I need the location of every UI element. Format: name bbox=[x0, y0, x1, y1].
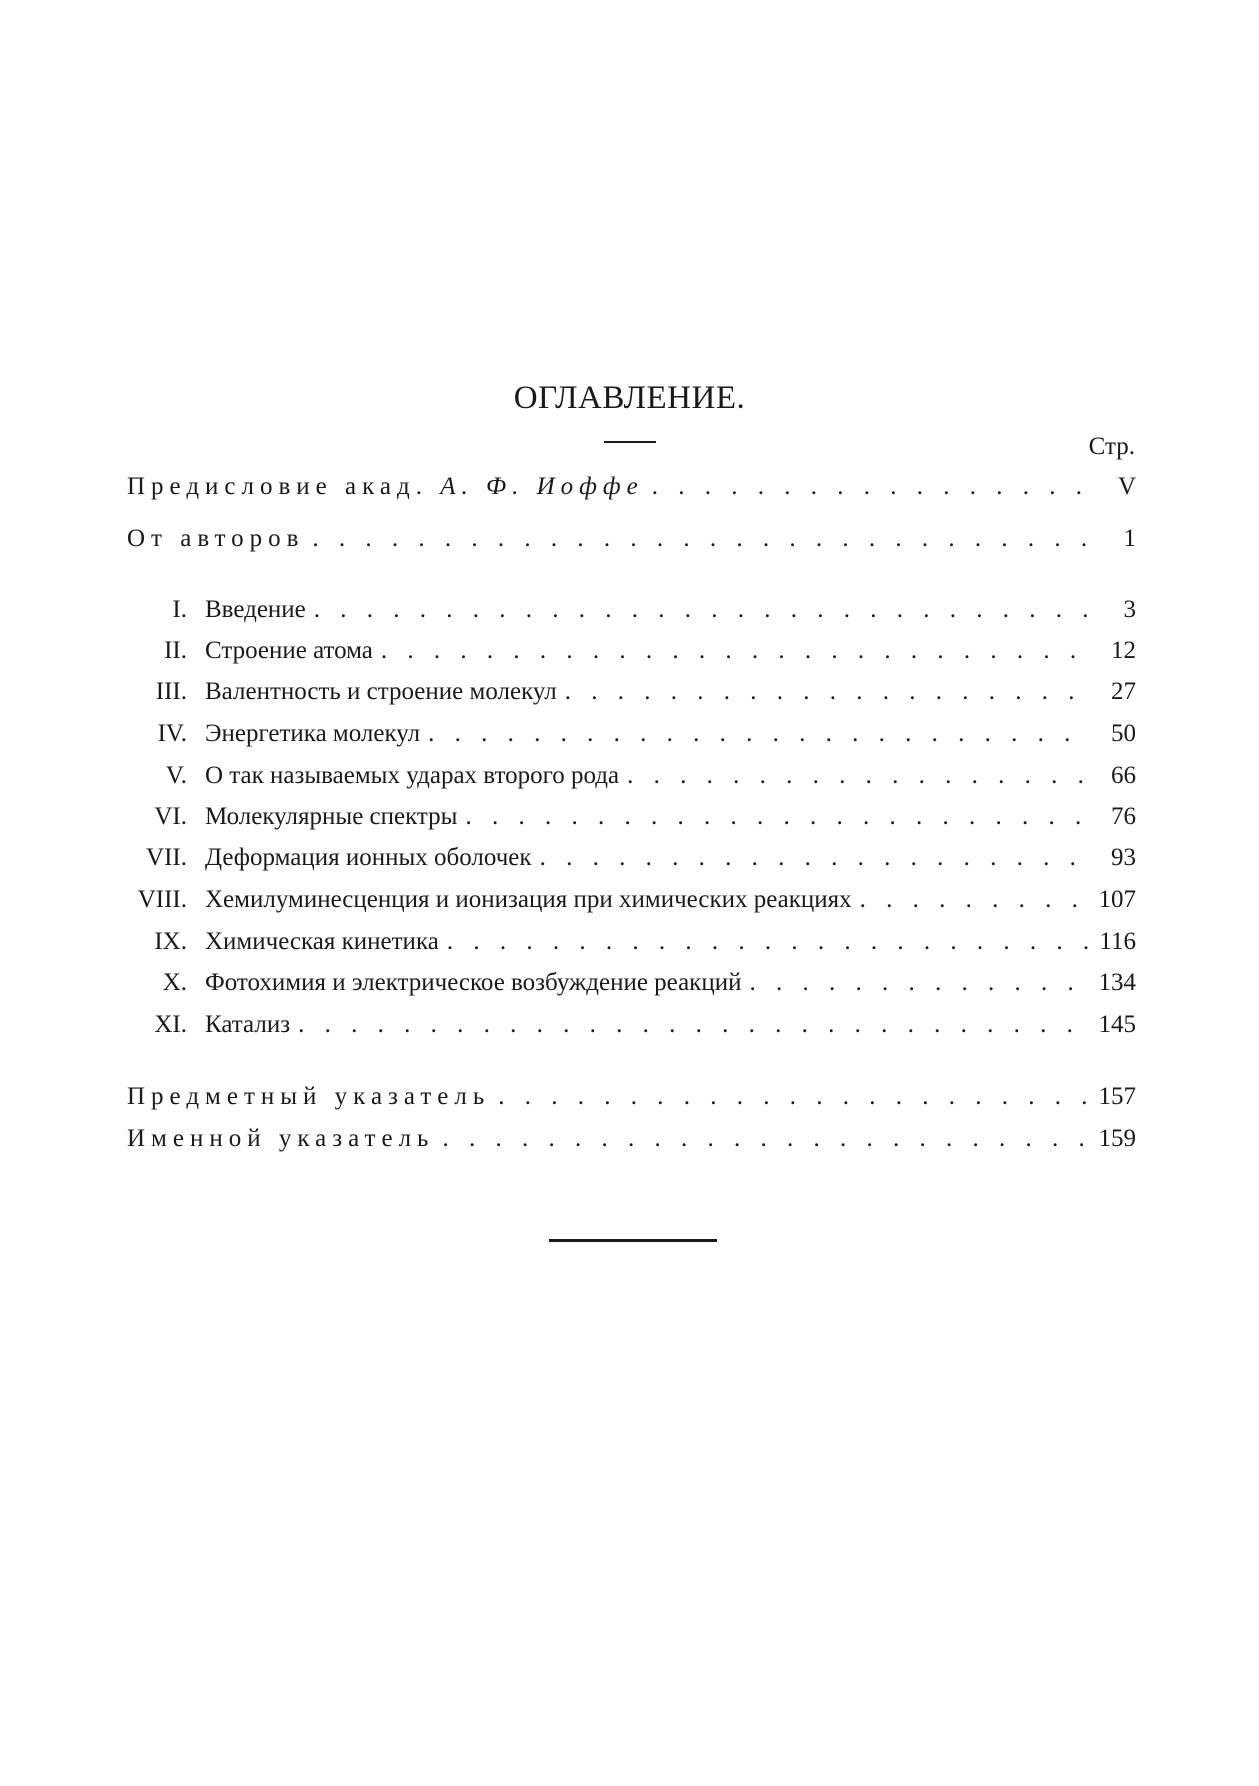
chapter-number: IV. bbox=[157, 720, 187, 747]
toc-entry-label: Предисловие акад. А. Ф. Иоффе bbox=[127, 473, 644, 500]
toc-entry-page: 1 bbox=[1123, 525, 1136, 552]
chapter-title: Химическая кинетика bbox=[205, 928, 439, 955]
chapter-page: 145 bbox=[1098, 1011, 1136, 1038]
chapter-page: 134 bbox=[1098, 969, 1136, 996]
dot-leader bbox=[314, 593, 1088, 627]
chapter-title: О так называемых ударах второго рода bbox=[205, 762, 620, 789]
chapter-page: 66 bbox=[1111, 762, 1136, 789]
chapter-title: Валентность и строение молекул bbox=[205, 678, 557, 705]
toc-entry-label: Именной указатель bbox=[127, 1125, 435, 1152]
chapter-number: VII. bbox=[146, 844, 187, 871]
toc-entry-subject-index[interactable] bbox=[127, 1080, 1136, 1114]
chapter-page: 116 bbox=[1099, 928, 1136, 955]
toc-entry-page: V bbox=[1117, 473, 1136, 500]
page-title: ОГЛАВЛЕНИЕ. bbox=[513, 380, 746, 416]
toc-chapter-7[interactable] bbox=[127, 841, 1136, 875]
dot-leader bbox=[652, 470, 1088, 504]
chapter-number: III. bbox=[155, 678, 187, 705]
chapter-page: 93 bbox=[1111, 844, 1136, 871]
chapter-number: VI. bbox=[154, 803, 187, 830]
dot-leader bbox=[465, 800, 1088, 834]
dot-leader bbox=[428, 717, 1088, 751]
toc-chapter-5[interactable] bbox=[127, 759, 1136, 793]
chapter-title: Молекулярные спектры bbox=[205, 803, 458, 830]
toc-chapter-4[interactable] bbox=[127, 717, 1136, 751]
chapter-title: Энергетика молекул bbox=[205, 720, 421, 747]
chapter-number: IX. bbox=[154, 928, 187, 955]
toc-entry-label: От авторов bbox=[127, 525, 305, 552]
toc-chapter-3[interactable] bbox=[127, 675, 1136, 709]
dot-leader bbox=[447, 925, 1088, 959]
closing-rule bbox=[549, 1239, 717, 1242]
chapter-title: Катализ bbox=[205, 1011, 291, 1038]
toc-chapter-6[interactable] bbox=[127, 800, 1136, 834]
dot-leader bbox=[860, 883, 1088, 917]
dot-leader bbox=[312, 522, 1088, 556]
dot-leader bbox=[498, 1080, 1088, 1114]
chapter-title: Фотохимия и электрическое возбуждение реакций bbox=[205, 969, 742, 996]
chapter-number: V. bbox=[165, 762, 187, 789]
dot-leader bbox=[749, 966, 1088, 1000]
toc-chapter-9[interactable] bbox=[127, 925, 1136, 959]
chapter-number: X. bbox=[162, 969, 187, 996]
toc-entry-label: Предметный указатель bbox=[127, 1083, 491, 1110]
chapter-title: Строение атома bbox=[205, 637, 373, 664]
toc-entry-page: 157 bbox=[1098, 1083, 1136, 1110]
chapter-number: VIII. bbox=[137, 886, 187, 913]
toc-chapter-10[interactable] bbox=[127, 966, 1136, 1000]
chapter-page: 76 bbox=[1111, 803, 1136, 830]
chapter-title: Хемилуминесценция и ионизация при химических реакциях bbox=[205, 886, 852, 913]
chapter-title: Введение bbox=[205, 596, 306, 623]
dot-leader bbox=[381, 634, 1088, 668]
chapter-page: 3 bbox=[1123, 596, 1136, 623]
chapter-number: I. bbox=[172, 596, 187, 623]
toc-chapter-2[interactable] bbox=[127, 634, 1136, 668]
title-divider bbox=[604, 441, 656, 443]
dot-leader bbox=[298, 1008, 1088, 1042]
toc-entry-authors-note[interactable] bbox=[127, 522, 1136, 556]
dot-leader bbox=[442, 1122, 1088, 1156]
chapter-number: II. bbox=[164, 637, 187, 664]
toc-chapter-1[interactable] bbox=[127, 593, 1136, 627]
toc-entry-name-index[interactable] bbox=[127, 1122, 1136, 1156]
chapter-page: 12 bbox=[1111, 637, 1136, 664]
chapter-page: 50 bbox=[1111, 720, 1136, 747]
toc-chapter-11[interactable] bbox=[127, 1008, 1136, 1042]
toc-chapter-8[interactable] bbox=[127, 883, 1136, 917]
chapter-page: 107 bbox=[1098, 886, 1136, 913]
chapter-title: Деформация ионных оболочек bbox=[205, 844, 532, 871]
toc-entry-preface[interactable] bbox=[127, 470, 1136, 504]
dot-leader bbox=[627, 759, 1088, 793]
toc-entry-author: А. Ф. Иоффе bbox=[440, 473, 644, 500]
chapter-page: 27 bbox=[1111, 678, 1136, 705]
page-column-header: Стр. bbox=[1088, 433, 1135, 460]
chapter-number: XI. bbox=[154, 1011, 187, 1038]
toc-entry-page: 159 bbox=[1098, 1125, 1136, 1152]
dot-leader bbox=[565, 675, 1088, 709]
dot-leader bbox=[540, 841, 1088, 875]
